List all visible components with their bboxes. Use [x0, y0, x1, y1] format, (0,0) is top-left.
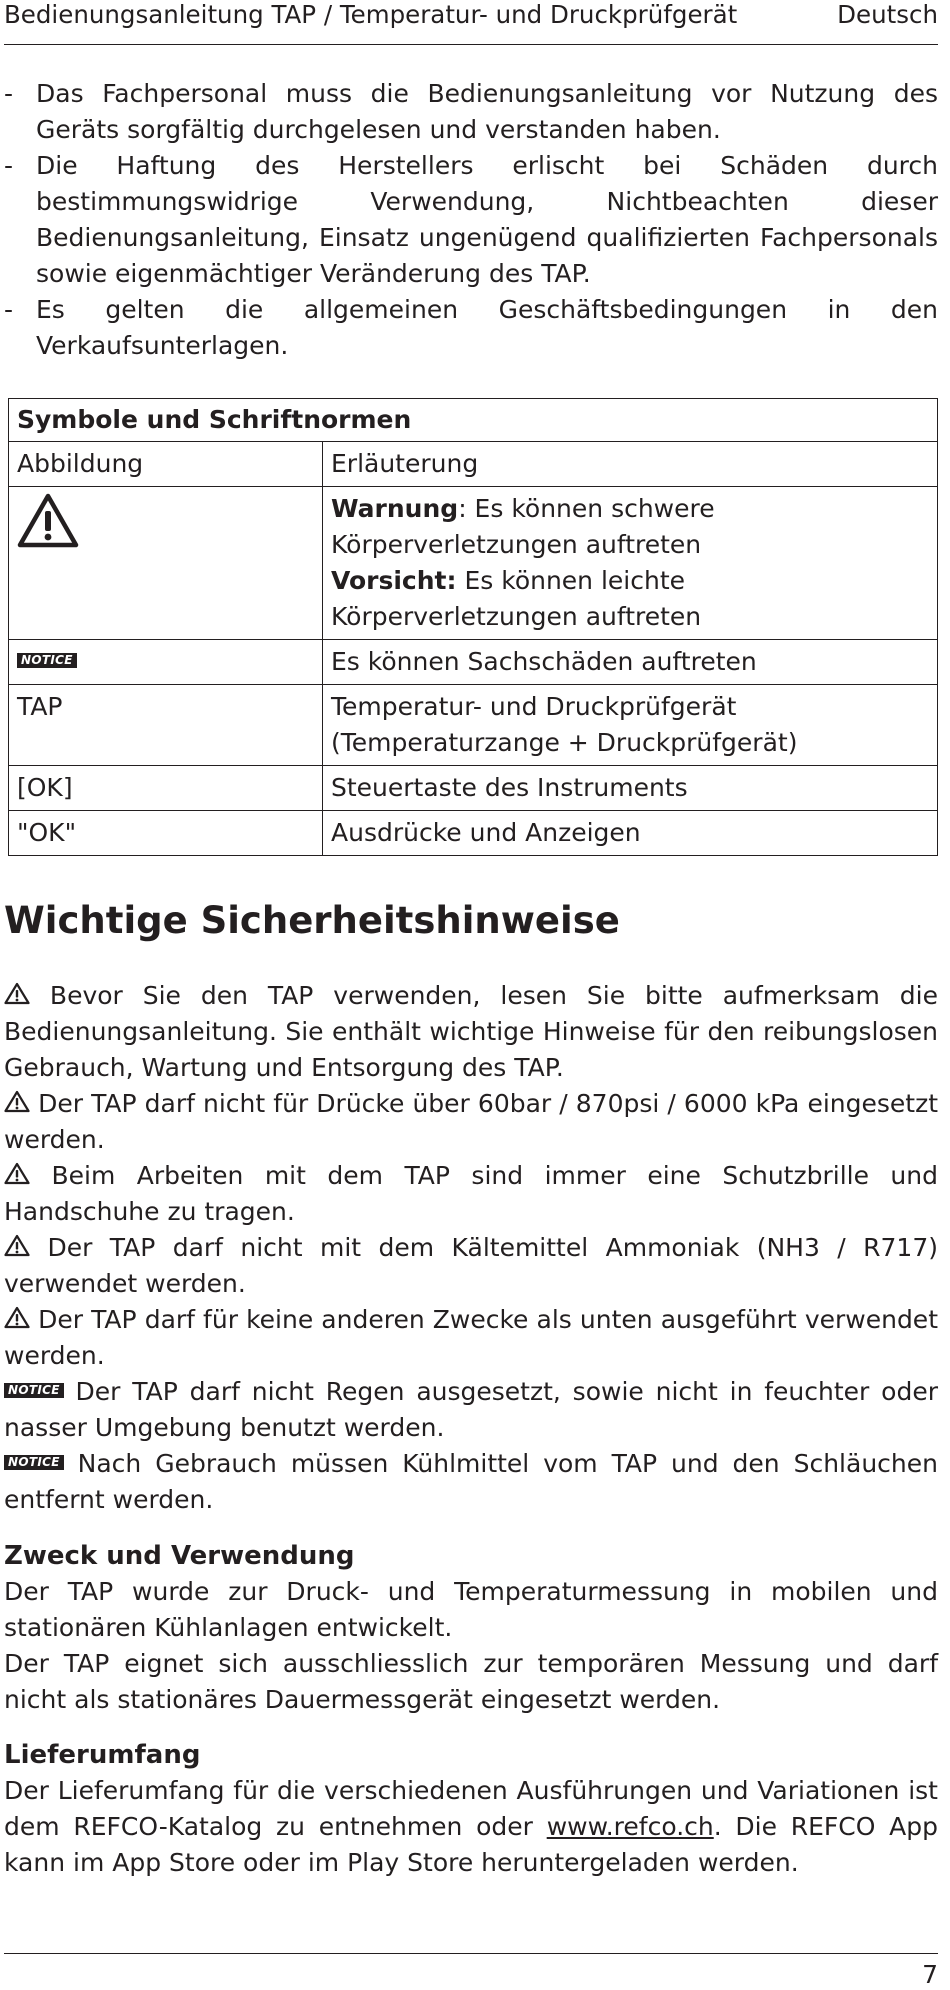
bullet-dash: -: [4, 79, 14, 108]
subsection-title: Zweck und Verwendung: [4, 1541, 355, 1571]
safety-note-text: Bevor Sie den TAP verwenden, lesen Sie bitte aufmerksam die Bedienungsanleitung. Sie enthält wichtige Hinweise für den reibungslosen Gebrauch, Wartung und Entsorgung des TAP.: [4, 981, 938, 1082]
list-item: [4, 148, 938, 292]
table-title-row: [9, 399, 938, 442]
symbols-table: [8, 398, 938, 856]
safety-note: [4, 1374, 938, 1446]
warning-triangle-icon: [4, 1162, 30, 1185]
safety-note: [4, 1302, 938, 1374]
refco-website-link[interactable]: www.refco.ch: [546, 1812, 714, 1841]
column-header-abbildung: Abbildung: [9, 442, 323, 487]
safety-note-text: Nach Gebrauch müssen Kühlmittel vom TAP und den Schläuchen entfernt werden.: [4, 1449, 938, 1514]
safety-note-text: Der TAP darf nicht mit dem Kältemittel Ammoniak (NH3 / R717) verwendet werden.: [4, 1233, 938, 1298]
table-cell-symbol: TAP: [9, 685, 323, 766]
bullet-text: Die Haftung des Herstellers erlischt bei Schäden durch bestimmungswidrige Verwendung, Nichtbeachten dieser Bedienungsanleitung, Einsatz ungenügend qualifizierten Fachpersonals sowie eigenmächtiger Veränderung des TAP.: [36, 151, 938, 288]
intro-bullet-list: [4, 76, 938, 364]
table-row: [9, 640, 938, 685]
table-row: [9, 487, 938, 640]
paragraph: Der TAP eignet sich ausschliesslich zur temporären Messung und darf nicht als stationäres Dauermessgerät eingesetzt werden.: [4, 1649, 938, 1714]
column-header-erlaeuterung: Erläuterung: [323, 442, 938, 487]
table-title: Symbole und Schriftnormen: [9, 399, 938, 442]
table-cell-symbol: [OK]: [9, 766, 323, 811]
header-language: Deutsch: [837, 0, 938, 29]
warning-triangle-icon: [4, 1234, 30, 1257]
safety-note-text: Der TAP darf für keine anderen Zwecke als unten ausgeführt verwendet werden.: [4, 1305, 938, 1370]
warning-triangle-icon: [17, 493, 79, 549]
safety-note: [4, 978, 938, 1086]
safety-note: [4, 1158, 938, 1230]
table-cell-explanation: Ausdrücke und Anzeigen: [323, 811, 938, 856]
warnung-text: : Es können schwere Körperverletzungen auftreten: [331, 494, 715, 559]
table-row: [9, 766, 938, 811]
table-row: [9, 685, 938, 766]
safety-note: [4, 1446, 938, 1518]
notice-badge-icon: NOTICE: [17, 653, 77, 668]
page-header: [4, 0, 938, 45]
bullet-dash: -: [4, 295, 14, 324]
table-cell-explanation: [323, 487, 938, 640]
safety-note: [4, 1230, 938, 1302]
table-cell-symbol: [9, 640, 323, 685]
table-cell-symbol: "OK": [9, 811, 323, 856]
table-header-row: [9, 442, 938, 487]
section-lieferumfang: [4, 1737, 938, 1881]
warning-triangle-icon: [4, 1306, 30, 1329]
warning-triangle-icon: [4, 982, 30, 1005]
section-zweck: [4, 1538, 938, 1718]
notice-badge-icon: NOTICE: [4, 1455, 64, 1470]
table-row: [9, 811, 938, 856]
safety-notes: [4, 978, 938, 1518]
table-cell-symbol: [9, 487, 323, 640]
safety-note-text: Beim Arbeiten mit dem TAP sind immer eine Schutzbrille und Handschuhe zu tragen.: [4, 1161, 938, 1226]
safety-note-text: Der TAP darf nicht Regen ausgesetzt, sowie nicht in feuchter oder nasser Umgebung benutzt werden.: [4, 1377, 938, 1442]
bullet-text: Es gelten die allgemeinen Geschäftsbedingungen in den Verkaufsunterlagen.: [36, 295, 938, 360]
table-cell-explanation: Es können Sachschäden auftreten: [323, 640, 938, 685]
paragraph-text: Der Lieferumfang für die verschiedenen Ausführungen und Variationen ist dem REFCO-Katalog zu entnehmen oder: [4, 1776, 938, 1841]
paragraph: [4, 1773, 938, 1881]
vorsicht-label: Vorsicht:: [331, 566, 457, 595]
table-cell-explanation: Steuertaste des Instruments: [323, 766, 938, 811]
section-title-safety: Wichtige Sicherheitshinweise: [4, 899, 620, 942]
subsection-title: Lieferumfang: [4, 1740, 201, 1770]
warnung-label: Warnung: [331, 494, 459, 523]
safety-note-text: Der TAP darf nicht für Drücke über 60bar / 870psi / 6000 kPa eingesetzt werden.: [4, 1089, 939, 1154]
bullet-text: Das Fachpersonal muss die Bedienungsanleitung vor Nutzung des Geräts sorgfältig durchgelesen und verstanden haben.: [36, 79, 938, 144]
paragraph: Der TAP wurde zur Druck- und Temperaturmessung in mobilen und stationären Kühlanlagen entwickelt.: [4, 1577, 938, 1642]
vorsicht-text: Es können leichte Körperverletzungen auftreten: [331, 566, 702, 631]
table-cell-explanation: Temperatur- und Druckprüfgerät (Temperaturzange + Druckprüfgerät): [323, 685, 938, 766]
warning-triangle-icon: [4, 1090, 30, 1113]
header-title: Bedienungsanleitung TAP / Temperatur- und Druckprüfgerät: [4, 0, 738, 29]
safety-note: [4, 1086, 938, 1158]
page-footer: [4, 1953, 938, 1989]
bullet-dash: -: [4, 151, 14, 180]
list-item: [4, 292, 938, 364]
notice-badge-icon: NOTICE: [4, 1383, 64, 1398]
paragraph-text: . Die REFCO App kann im App Store oder im Play Store heruntergeladen werden.: [4, 1812, 938, 1877]
list-item: [4, 76, 938, 148]
page-number: 7: [922, 1960, 938, 1989]
